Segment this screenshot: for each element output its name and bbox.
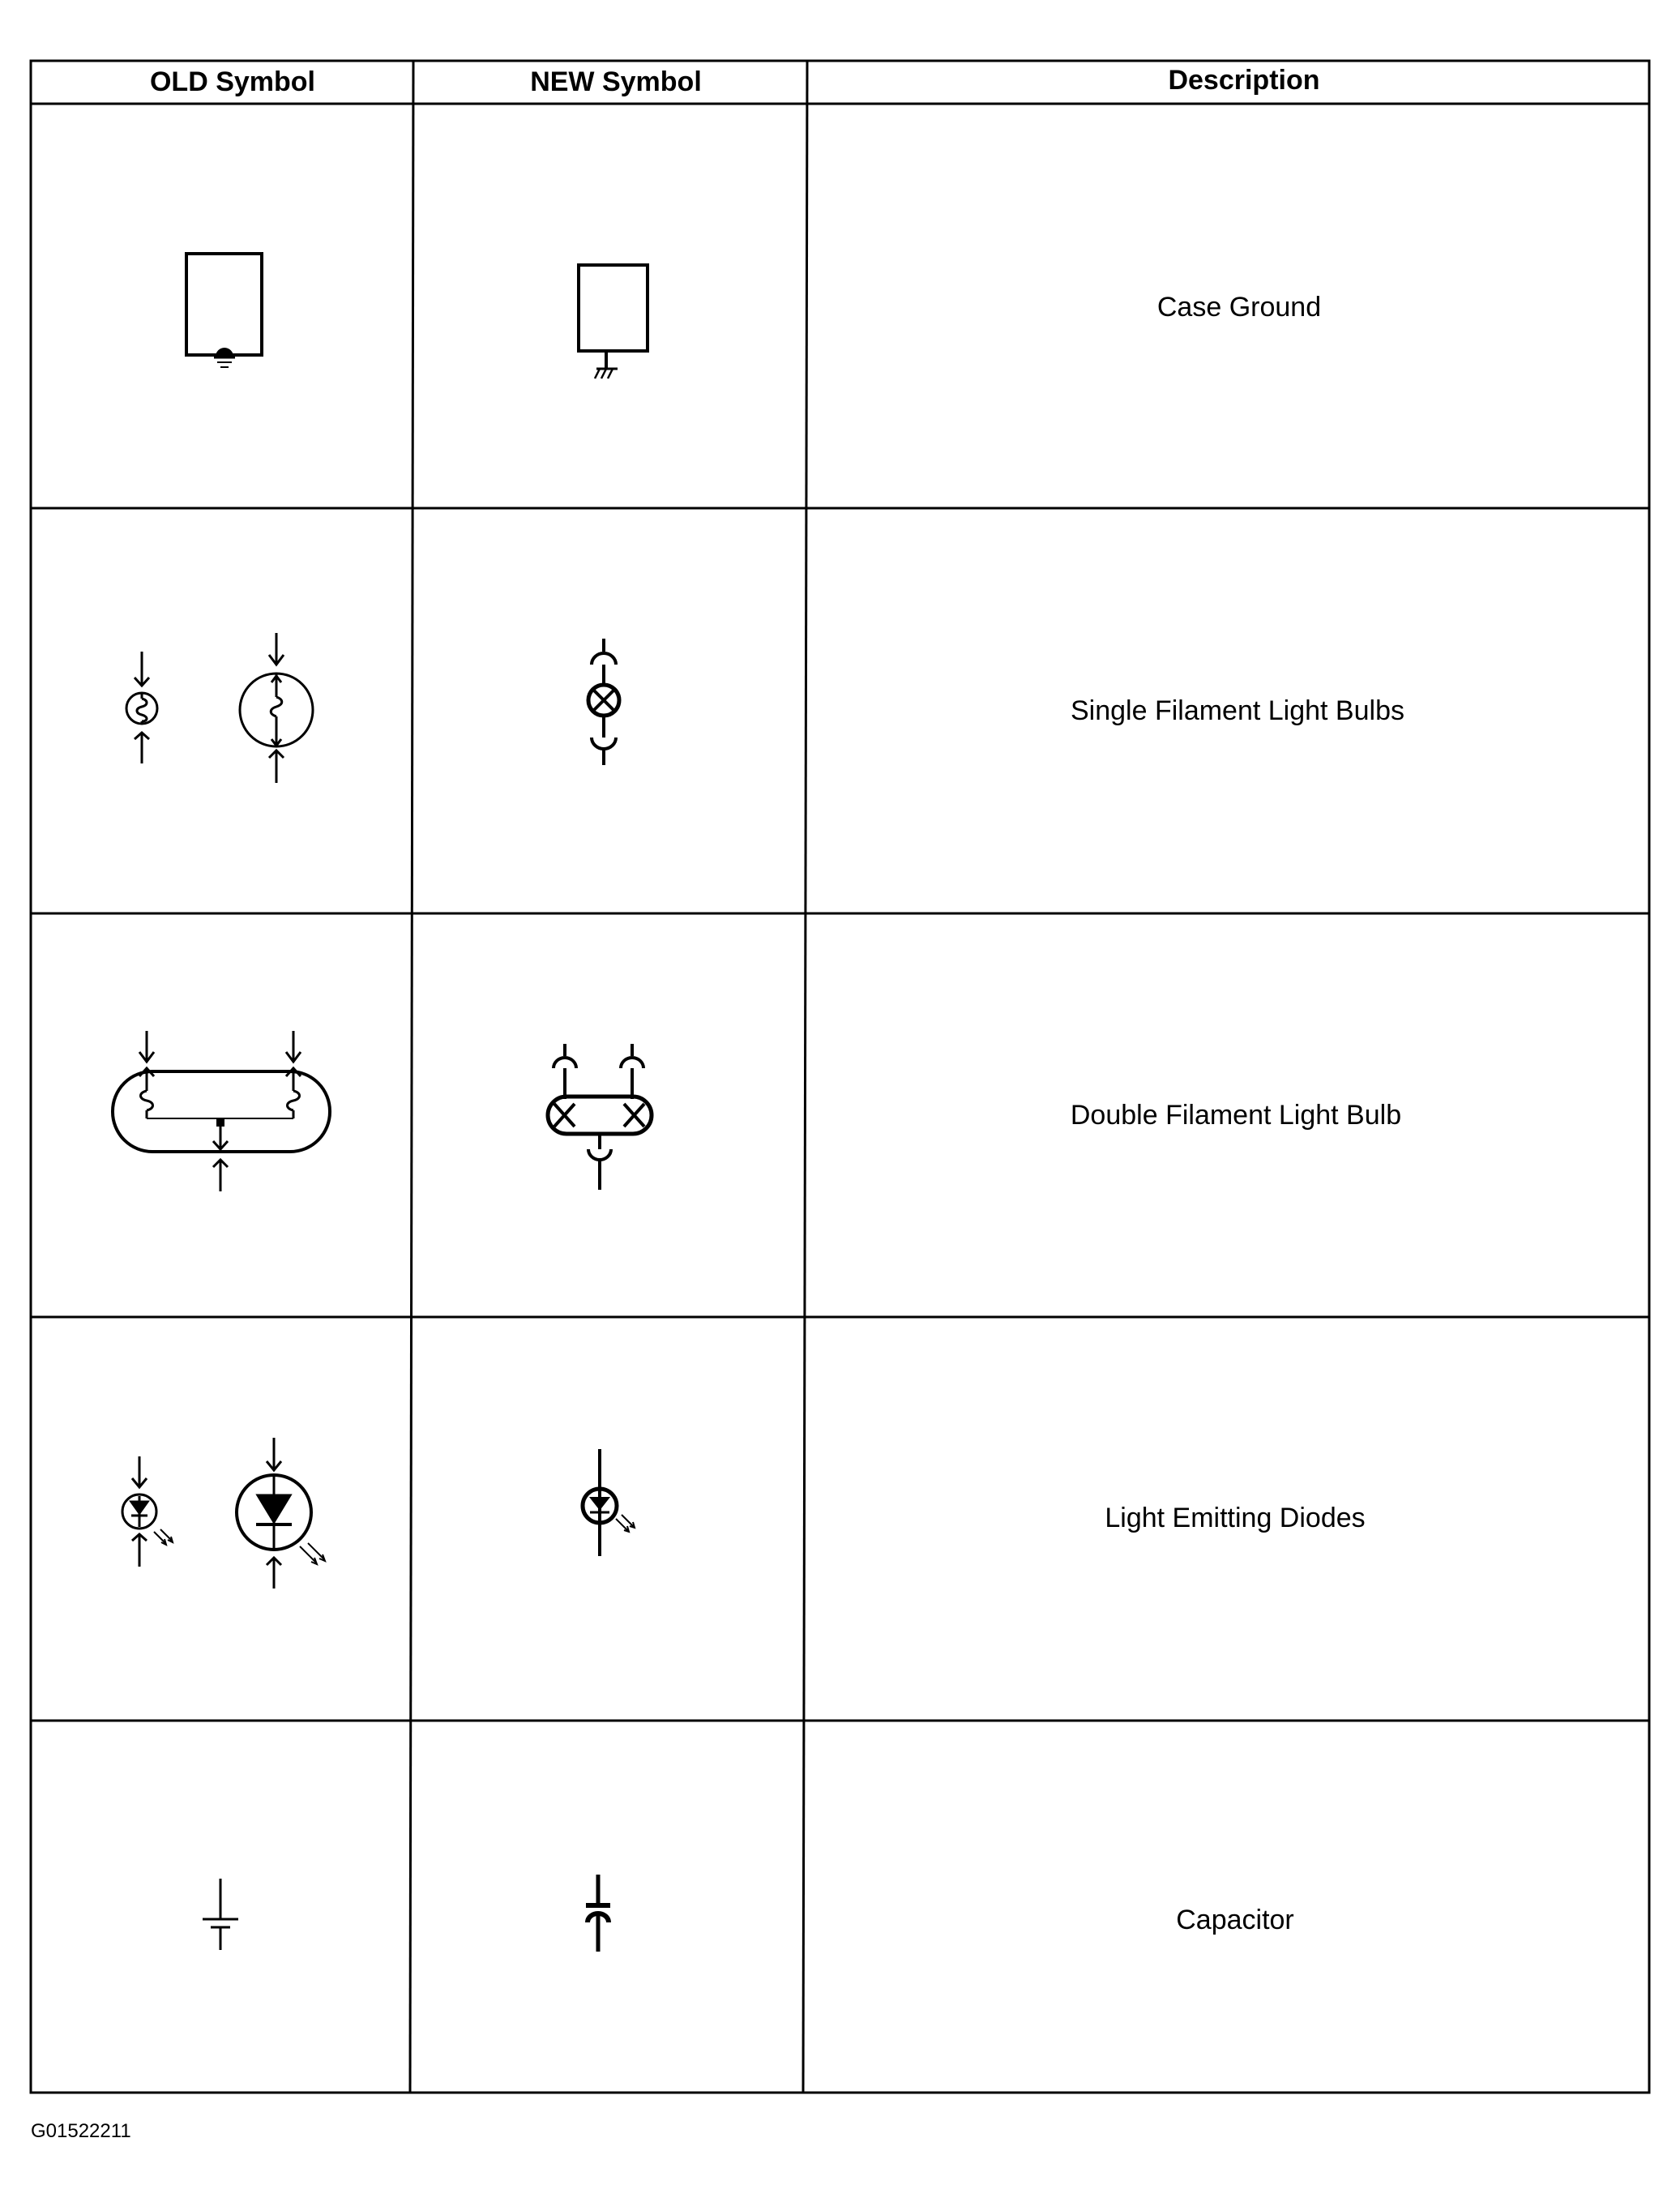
table-row bbox=[186, 254, 1321, 378]
led-new-icon bbox=[583, 1449, 635, 1556]
double-filament-bulb-old-icon bbox=[113, 1031, 330, 1191]
row-description: Single Filament Light Bulbs bbox=[1070, 695, 1405, 726]
figure-code: G01522211 bbox=[31, 2120, 131, 2142]
capacitor-old-icon bbox=[203, 1879, 238, 1950]
case-ground-old-icon bbox=[186, 254, 262, 367]
header-row bbox=[150, 65, 1320, 97]
table-grid bbox=[31, 61, 1649, 2093]
header-old-symbol: OLD Symbol bbox=[149, 66, 316, 97]
single-filament-bulb-new-icon bbox=[588, 639, 619, 765]
row-description: Case Ground bbox=[1156, 292, 1322, 323]
table-row bbox=[113, 1031, 1401, 1191]
row-description: Double Filament Light Bulb bbox=[1070, 1100, 1402, 1131]
capacitor-new-icon bbox=[586, 1875, 610, 1952]
row-description: Light Emitting Diodes bbox=[1105, 1503, 1366, 1533]
header-new-symbol: NEW Symbol bbox=[530, 66, 702, 97]
double-filament-bulb-new-icon bbox=[548, 1044, 652, 1190]
header-description: Description bbox=[1168, 65, 1320, 96]
table-row bbox=[203, 1875, 1294, 1952]
table-row bbox=[126, 633, 1404, 783]
led-old-icon bbox=[122, 1438, 325, 1589]
table-row bbox=[122, 1438, 1366, 1589]
row-description: Capacitor bbox=[1176, 1905, 1294, 1935]
single-filament-bulb-old-icon bbox=[126, 633, 313, 783]
case-ground-new-icon bbox=[579, 265, 648, 378]
